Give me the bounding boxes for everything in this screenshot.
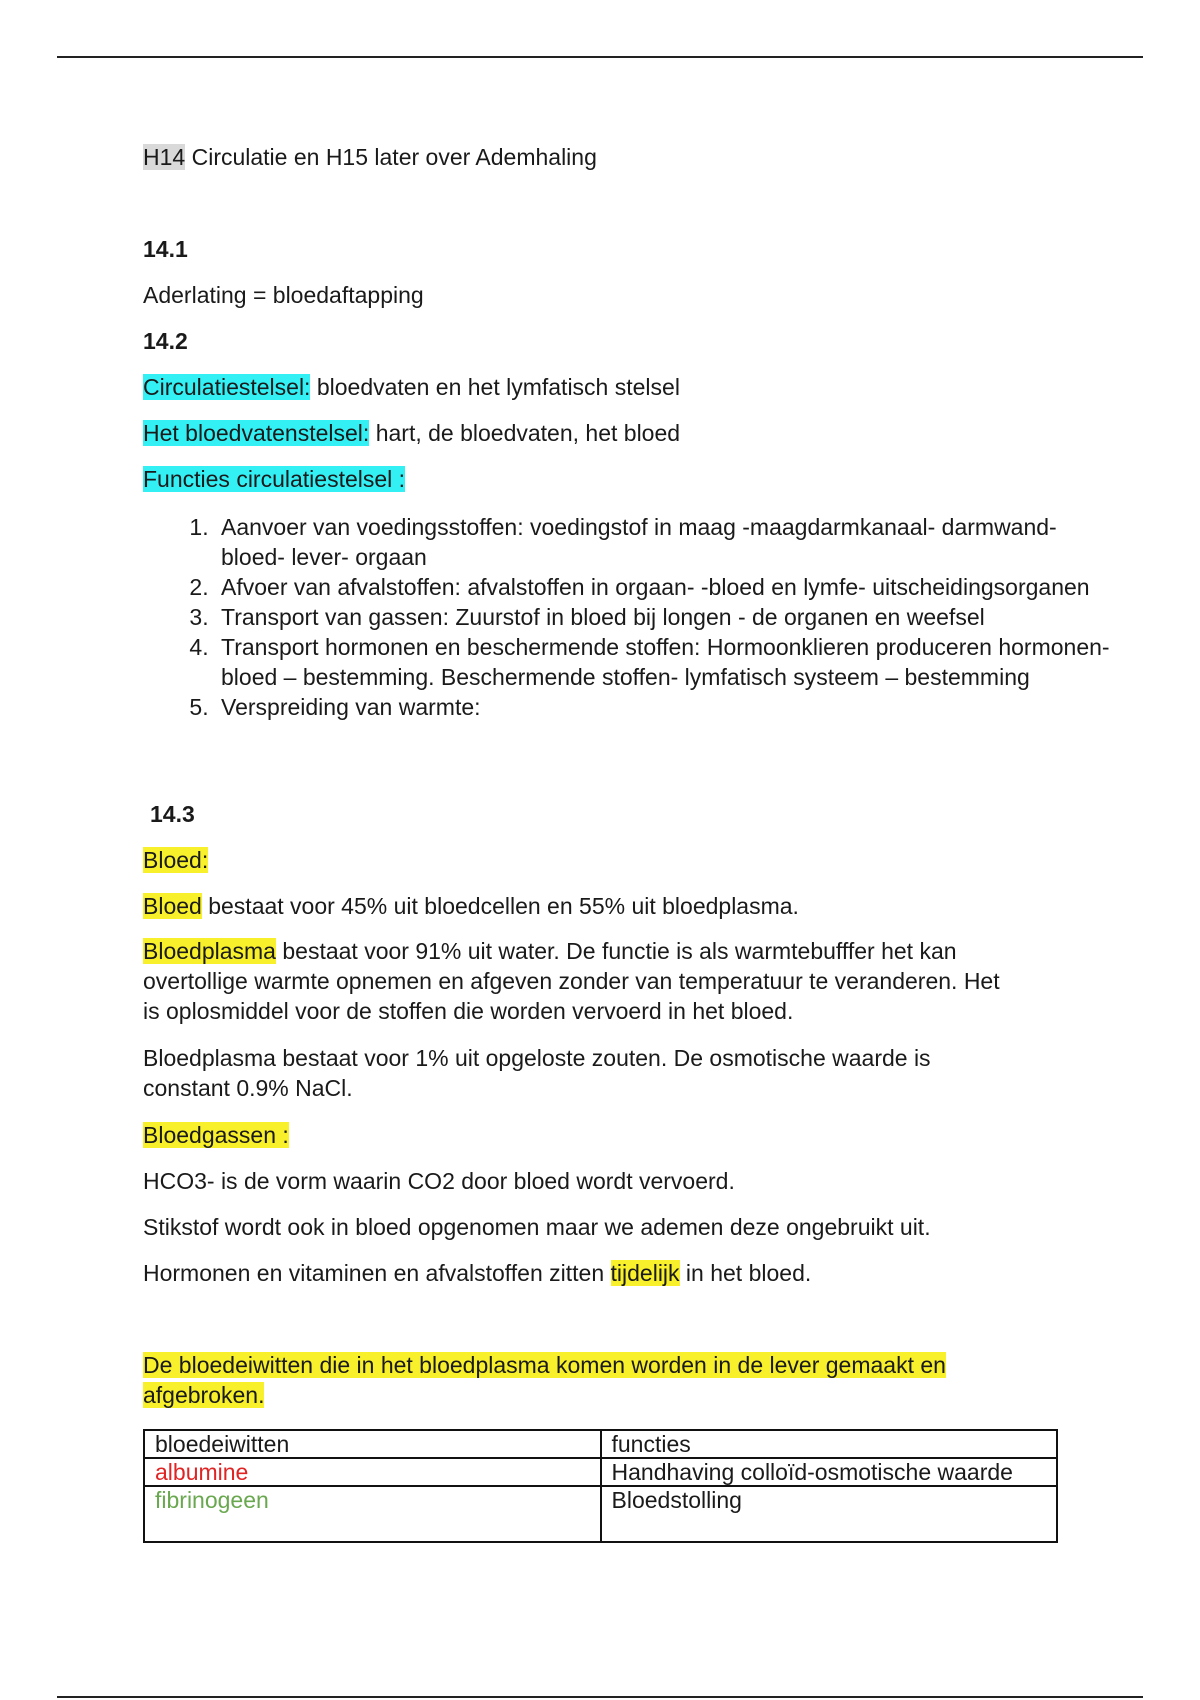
functies-heading-text: Functies circulatiestelsel : xyxy=(143,466,406,492)
bloedvatenstelsel-term: Het bloedvatenstelsel: xyxy=(143,420,370,446)
document-title xyxy=(143,142,597,172)
bloedvatenstelsel-text: hart, de bloedvaten, het bloed xyxy=(369,420,681,446)
bloedvatenstelsel-line xyxy=(143,418,680,448)
stikstof-text: Stikstof wordt ook in bloed opgenomen maar we ademen deze ongebruikt uit. xyxy=(143,1214,931,1240)
circulatiestelsel-text: bloedvaten en het lymfatisch stelsel xyxy=(310,374,680,400)
bloed-text: bestaat voor 45% uit bloedcellen en 55% uit bloedplasma. xyxy=(201,893,799,919)
plasma-line-1 xyxy=(143,936,957,966)
table-row xyxy=(144,1486,1057,1542)
list-item: 5. Verspreiding van warmte: xyxy=(215,692,1115,722)
table-header-cell: functies xyxy=(601,1430,1058,1458)
functions-list xyxy=(143,512,1115,722)
list-item: 2. Afvoer van afvalstoffen: afvalstoffen in orgaan- -bloed en lymfe- uitscheidingsorganen xyxy=(215,572,1115,602)
chapter-label: H14 xyxy=(143,144,186,170)
tijdelijk-highlight: tijdelijk xyxy=(610,1260,680,1286)
section-heading-14-3: 14.3 xyxy=(150,801,195,827)
bloedgassen-heading-text: Bloedgassen : xyxy=(143,1122,289,1148)
bloed-term: Bloed xyxy=(143,893,202,919)
circulatiestelsel-line xyxy=(143,372,680,402)
bloedeiwitten-line-1 xyxy=(143,1350,946,1380)
table-cell: Handhaving colloïd-osmotische waarde xyxy=(601,1458,1058,1486)
bloedeiwitten-line-2 xyxy=(143,1380,264,1410)
circulatiestelsel-term: Circulatiestelsel: xyxy=(143,374,311,400)
section-heading-14-2: 14.2 xyxy=(143,328,188,354)
section-heading-14-1: 14.1 xyxy=(143,236,188,262)
bloed-line xyxy=(143,891,799,921)
hco3-text: HCO3- is de vorm waarin CO2 door bloed wordt vervoerd. xyxy=(143,1168,735,1194)
bloed-heading xyxy=(143,845,208,875)
bloedeiwitten-table xyxy=(143,1429,1058,1543)
plasma-line-2: overtollige warmte opnemen en afgeven zonder van temperatuur te veranderen. Het xyxy=(143,968,1000,994)
bloedeiwitten-text-2: afgebroken. xyxy=(143,1382,265,1408)
plasma-term: Bloedplasma xyxy=(143,938,276,964)
table-row xyxy=(144,1458,1057,1486)
hormonen-text-after: in het bloed. xyxy=(679,1260,812,1286)
functies-heading xyxy=(143,464,405,494)
bloed-heading-text: Bloed: xyxy=(143,847,209,873)
hormonen-line xyxy=(143,1258,811,1288)
table-cell-fibrinogeen: fibrinogeen xyxy=(144,1486,601,1542)
bloedeiwitten-text-1: De bloedeiwitten die in het bloedplasma komen worden in de lever gemaakt en xyxy=(143,1352,946,1378)
table-cell-albumine: albumine xyxy=(144,1458,601,1486)
title-text: Circulatie en H15 later over Ademhaling xyxy=(185,144,597,170)
bottom-rule xyxy=(57,1696,1143,1698)
bloedgassen-heading xyxy=(143,1120,289,1150)
table-header-cell: bloedeiwitten xyxy=(144,1430,601,1458)
table-header-row xyxy=(144,1430,1057,1458)
salt-line-1: Bloedplasma bestaat voor 1% uit opgeloste zouten. De osmotische waarde is xyxy=(143,1045,931,1071)
table-cell: Bloedstolling xyxy=(601,1486,1058,1542)
hormonen-text-before: Hormonen en vitaminen en afvalstoffen zitten xyxy=(143,1260,611,1286)
salt-line-2: constant 0.9% NaCl. xyxy=(143,1075,353,1101)
plasma-text-1: bestaat voor 91% uit water. De functie is als warmtebufffer het kan xyxy=(275,938,957,964)
list-item: 3. Transport van gassen: Zuurstof in bloed bij longen - de organen en weefsel xyxy=(215,602,1115,632)
aderlating-text: Aderlating = bloedaftapping xyxy=(143,282,424,308)
plasma-line-3: is oplosmiddel voor de stoffen die worden vervoerd in het bloed. xyxy=(143,998,794,1024)
list-item: 1. Aanvoer van voedingsstoffen: voedingstof in maag -maagdarmkanaal- darmwand- bloed- lever- orgaan xyxy=(215,512,1115,572)
list-item: 4. Transport hormonen en beschermende stoffen: Hormoonklieren produceren hormonen- bloed – bestemming. Beschermende stoffen- lymfatisch systeem – bestemming xyxy=(215,632,1115,692)
